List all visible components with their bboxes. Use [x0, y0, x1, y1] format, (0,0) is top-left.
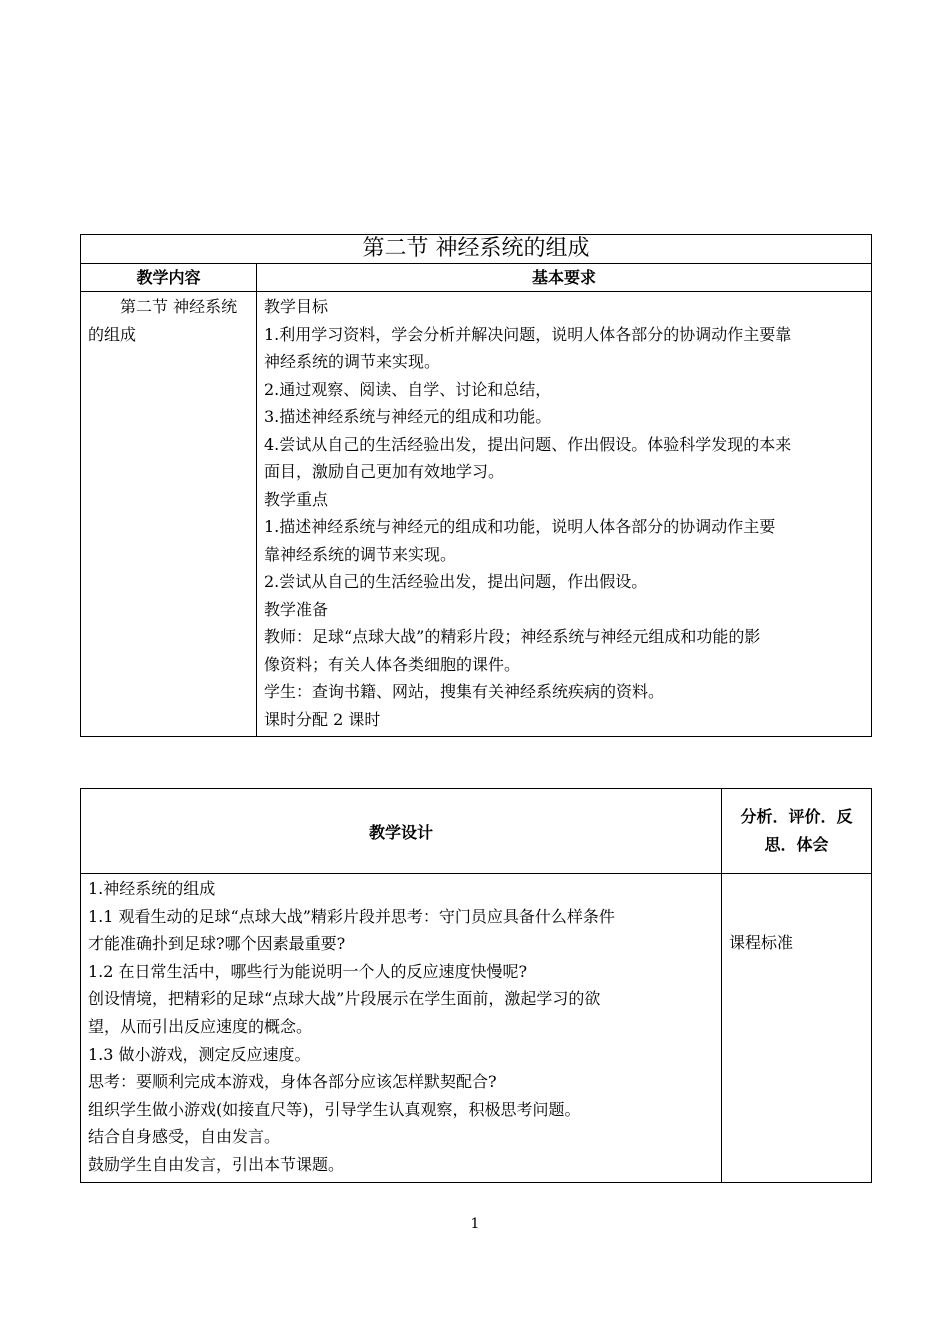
requirement-line: 教学目标 — [264, 297, 329, 316]
requirement-line: 1.利用学习资料，学会分析并解决问题，说明人体各部分的协调动作主要靠 — [264, 324, 792, 344]
requirement-line: 2.尝试从自己的生活经验出发，提出问题，作出假设。 — [264, 572, 648, 591]
teaching-content-text: 第二节 神经系统的组成 — [88, 297, 238, 344]
design-line: 思考：要顺利完成本游戏，身体各部分应该怎样默契配合? — [88, 1072, 497, 1092]
requirement-line: 4.尝试从自己的生活经验出发，提出问题、作出假设。体验科学发现的本来 — [264, 434, 792, 454]
design-line: 1.1 观看生动的足球“点球大战”精彩片段并思考：守门员应具备什么样条件 — [88, 906, 615, 926]
analysis-text: 课程标准 — [729, 933, 794, 952]
design-line: 才能准确扑到足球?哪个因素最重要? — [88, 934, 346, 954]
requirement-line: 3.描述神经系统与神经元的组成和功能。 — [264, 407, 552, 426]
teaching-design-cell — [81, 874, 722, 1183]
requirement-line: 学生：查询书籍、网站，搜集有关神经系统疾病的资料。 — [264, 682, 665, 701]
requirement-line: 靠神经系统的调节来实现。 — [264, 544, 457, 564]
teaching-content-cell — [81, 292, 257, 737]
design-line: 组织学生做小游戏(如接直尺等)，引导学生认真观察，积极思考问题。 — [88, 1099, 581, 1119]
basic-requirements-cell — [257, 292, 872, 737]
requirement-line: 神经系统的调节来实现。 — [264, 352, 441, 371]
requirement-line: 面目，激励自己更加有效地学习。 — [264, 462, 505, 481]
teaching-design-header: 教学设计 — [81, 789, 722, 874]
requirement-line: 课时分配 2 课时 — [264, 709, 381, 729]
design-line: 望，从而引出反应速度的概念。 — [88, 1016, 313, 1036]
design-line: 1.神经系统的组成 — [88, 879, 216, 898]
requirement-line: 像资料；有关人体各类细胞的课件。 — [264, 654, 521, 674]
analysis-header-text: 分析．评价．反思．体会 — [740, 807, 853, 854]
requirement-line: 2.通过观察、阅读、自学、讨论和总结， — [264, 379, 552, 399]
design-line: 鼓励学生自由发言，引出本节课题。 — [88, 1154, 345, 1174]
page-number: 1 — [470, 1216, 480, 1232]
analysis-cell — [722, 874, 872, 1183]
requirement-line: 1.描述神经系统与神经元的组成和功能，说明人体各部分的协调动作主要 — [264, 517, 776, 536]
section-title: 第二节 神经系统的组成 — [81, 235, 872, 264]
requirement-line: 教学重点 — [264, 489, 329, 509]
design-line: 1.2 在日常生活中，哪些行为能说明一个人的反应速度快慢呢? — [88, 961, 528, 981]
design-line: 结合自身感受，自由发言。 — [88, 1127, 281, 1147]
analysis-header — [722, 789, 872, 874]
basic-requirements-header: 基本要求 — [257, 264, 872, 292]
requirement-line: 教学准备 — [264, 599, 329, 619]
design-line: 创设情境，把精彩的足球“点球大战”片段展示在学生面前，激起学习的欲 — [88, 989, 601, 1009]
requirement-line: 教师：足球“点球大战”的精彩片段；神经系统与神经元组成和功能的影 — [264, 627, 761, 646]
teaching-content-header: 教学内容 — [81, 264, 257, 292]
teaching-design-table — [80, 788, 872, 1183]
design-line: 1.3 做小游戏，测定反应速度。 — [88, 1044, 311, 1064]
course-requirements-table — [80, 234, 872, 737]
